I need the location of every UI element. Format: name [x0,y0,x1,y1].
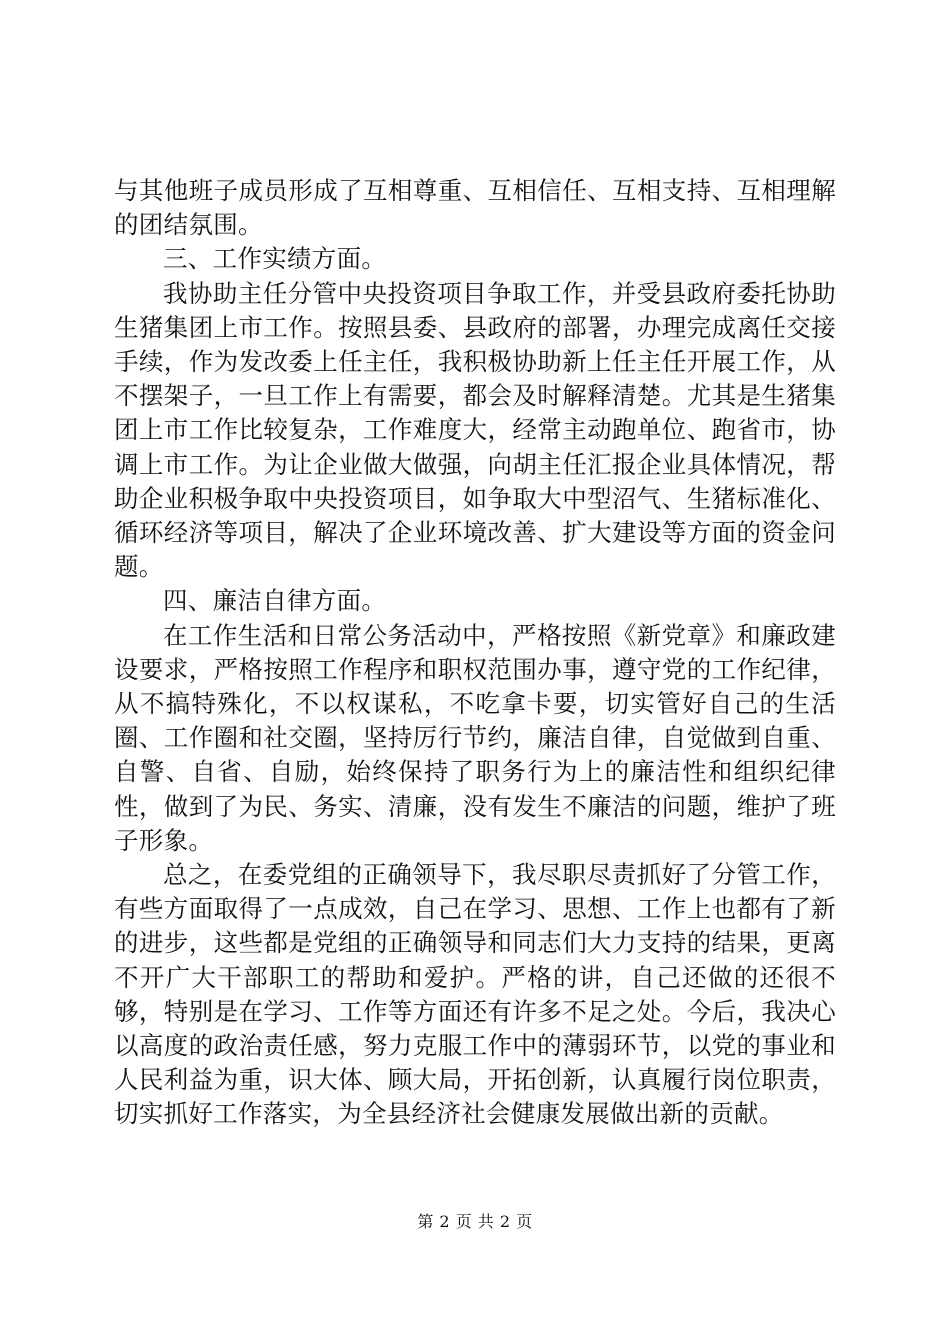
paragraph-integrity: 在工作生活和日常公务活动中，严格按照《新党章》和廉政建设要求，严格按照工作程序和职权范围办事，遵守党的工作纪律，从不搞特殊化，不以权谋私，不吃拿卡要，切实管好自己的生活圈、工作圈和社交圈，坚持厉行节约，廉洁自律，自觉做到自重、自警、自省、自励，始终保持了职务行为上的廉洁性和组织纪律性，做到了为民、务实、清廉，没有发生不廉洁的问题，维护了班子形象。 [114,620,836,855]
section-heading-work-performance: 三、工作实绩方面。 [163,244,387,274]
paragraph-continuation: 与其他班子成员形成了互相尊重、互相信任、互相支持、互相理解的团结氛围。 [114,176,836,240]
paragraph-work-performance: 我协助主任分管中央投资项目争取工作，并受县政府委托协助生猪集团上市工作。按照县委、县政府的部署，办理完成离任交接手续，作为发改委上任主任，我积极协助新上任主任开展工作，从不摆架子，一旦工作上有需要，都会及时解释清楚。尤其是生猪集团上市工作比较复杂，工作难度大，经常主动跑单位、跑省市，协调上市工作。为让企业做大做强，向胡主任汇报企业具体情况，帮助企业积极争取中央投资项目，如争取大中型沼气、生猪标准化、循环经济等项目，解决了企业环境改善、扩大建设等方面的资金问题。 [114,278,836,582]
section-heading-integrity: 四、廉洁自律方面。 [163,586,387,616]
document-body [114,174,836,1132]
paragraph-conclusion: 总之，在委党组的正确领导下，我尽职尽责抓好了分管工作，有些方面取得了一点成效，自己在学习、思想、工作上也都有了新的进步，这些都是党组的正确领导和同志们大力支持的结果，更离不开广大干部职工的帮助和爱护。严格的讲，自己还做的还很不够，特别是在学习、工作等方面还有许多不足之处。今后，我决心以高度的政治责任感，努力克服工作中的薄弱环节，以党的事业和人民利益为重，识大体、顾大局，开拓创新，认真履行岗位职责，切实抓好工作落实，为全县经济社会健康发展做出新的贡献。 [114,860,836,1129]
page-number-footer: 第 2 页 共 2 页 [417,1212,533,1231]
